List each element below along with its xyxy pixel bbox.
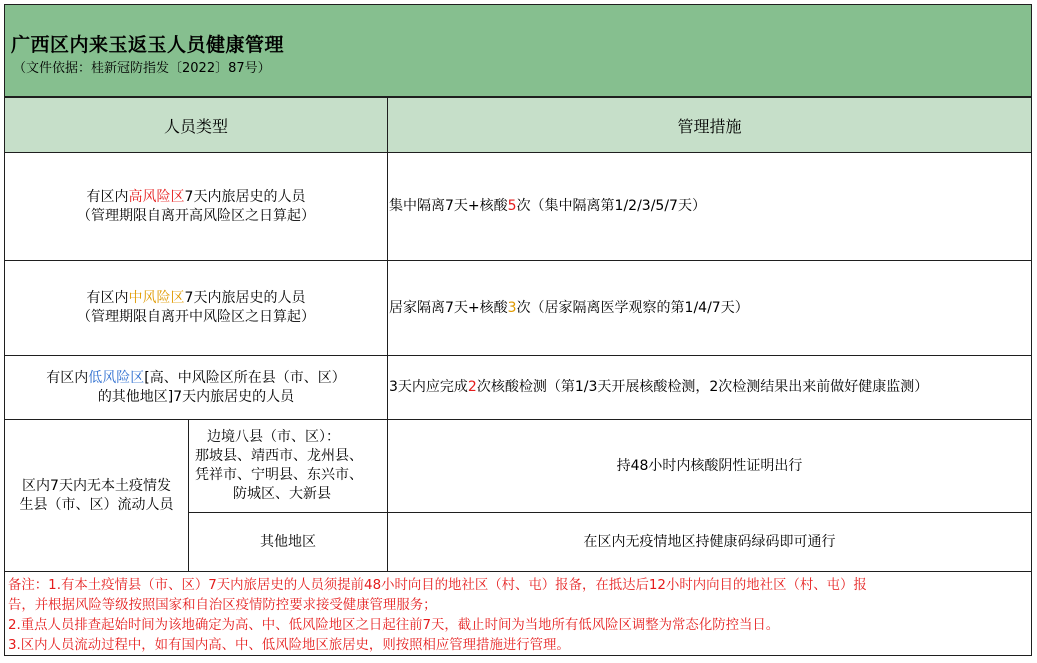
page-title: 广西区内来玉返玉人员健康管理 — [11, 34, 285, 56]
mid-risk-label: 中风险区 — [128, 290, 185, 306]
title-block — [4, 4, 1032, 97]
header-person-type: 人员类型 — [4, 97, 388, 153]
header-measures: 管理措施 — [387, 97, 1032, 153]
high-test-count: 5 — [507, 198, 517, 214]
note-1-cont: 告，并根据风险等级按照国家和自治区疫情防控要求接受健康管理服务； — [8, 598, 437, 613]
border-counties-measure: 持48小时内核酸阴性证明出行 — [387, 419, 1032, 513]
high-risk-label: 高风险区 — [128, 188, 185, 205]
policy-table — [4, 4, 1032, 656]
note-3: 3.区内人员流动过程中，如有国内高、中、低风险地区旅居史，则按照相应管理措施进行管理。 — [8, 638, 570, 653]
notes-block — [4, 571, 1032, 656]
row-mid-type — [4, 260, 388, 356]
border-counties-cell: 边境八县（市、区）： 那坡县、靖西市、龙州县、 凭祥市、宁明县、东兴市、 防城区、大新县 — [188, 419, 388, 513]
row-mid-type-line2: （管理期限自离开中风险区之日算起） — [77, 309, 315, 325]
note-1: 备注：1.有本土疫情县（市、区）7天内旅居史的人员须提前48小时向目的地社区（村、屯）报备，在抵达后12小时内向目的地社区（村、屯）报 — [8, 578, 867, 593]
row-mid-type-line1: 有区内中风险区7天内旅居史的人员 — [86, 290, 306, 306]
row-high-type — [4, 152, 388, 261]
other-areas-measure: 在区内无疫情地区持健康码绿码即可通行 — [387, 512, 1032, 572]
note-2: 2.重点人员排查起始时间为该地确定为高、中、低风险地区之日起往前7天，截止时间为当地所有低风险区调整为常态化防控当日。 — [8, 618, 780, 633]
mid-test-count: 3 — [507, 299, 517, 316]
row-high-type-line2: （管理期限自离开高风险区之日算起） — [77, 207, 315, 224]
document-basis: （文件依据：桂新冠防指发〔2022〕87号） — [13, 61, 271, 76]
row-low-measure: 3天内应完成 2 次核酸检测（第1/3天开展核酸检测，2次检测结果出来前做好健康监测） — [387, 355, 1032, 420]
row-high-measure: 集中隔离7天+核酸 5 次（集中隔离第1/2/3/5/7天） — [387, 152, 1032, 261]
row-low-type-line1: 有区内低风险区[高、中风险区所在县（市、区） — [46, 369, 346, 386]
low-risk-label: 低风险区 — [88, 369, 145, 386]
low-test-count: 2 — [467, 379, 477, 395]
row-mid-measure: 居家隔离7天+核酸 3 次（居家隔离医学观察的第1/4/7天） — [387, 260, 1032, 356]
row-high-type-line1: 有区内高风险区7天内旅居史的人员 — [86, 188, 306, 205]
row-low-type-line2: 的其他地区]7天内旅居史的人员 — [97, 388, 295, 405]
other-areas-cell: 其他地区 — [188, 512, 388, 572]
row-low-type — [4, 355, 388, 420]
row-nocase-type: 区内7天内无本土疫情发 生县（市、区）流动人员 — [4, 419, 189, 572]
